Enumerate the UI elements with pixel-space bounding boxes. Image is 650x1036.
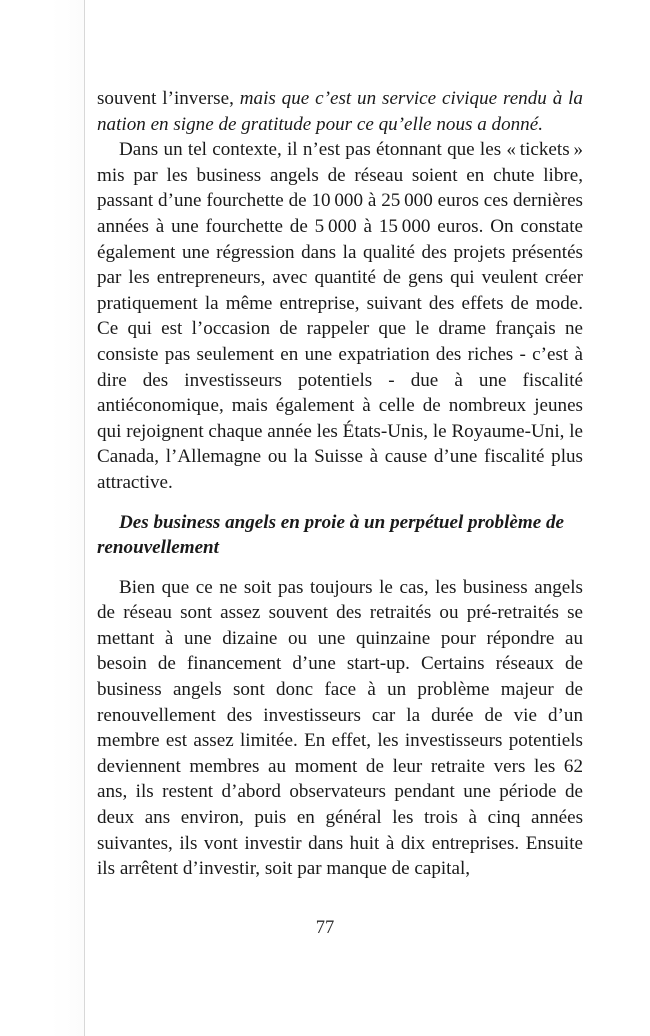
paragraph-text-roman: souvent l’inverse, — [97, 88, 240, 109]
page-number: 77 — [315, 918, 335, 938]
section-subheading: Des business angels en proie à un perpétuel problème de renouvellement — [97, 511, 564, 559]
page-gutter-shade — [0, 0, 84, 1036]
paragraph-continuation — [97, 86, 583, 137]
page-gutter-line — [84, 0, 85, 1036]
paragraph-tickets: Dans un tel contexte, il n’est pas étonnant que les « tickets » mis par les business angels de réseau soient en chute libre, passant d’une fourchette de 10 000 à 25 000 euros ces dernières années à une fourchette de 5 000 à 15 000 euros. On constate également une régression dans la qualité des projets présentés par les entrepreneurs, avec quantité de gens qui veulent créer pratiquement la même entreprise, suivant des effets de mode. Ce qui est l’occasion de rappeler que le drame français ne consiste pas seulement en une expatriation des riches - c’est à dire des investisseurs potentiels - due à une fiscalité antiéconomique, mais également à celle de nombreux jeunes qui rejoignent chaque année les États-Unis, le Royaume-Uni, le Canada, l’Allemagne ou la Suisse à cause d’une fiscalité plus attractive. — [97, 139, 583, 493]
paragraph-renouvellement: Bien que ce ne soit pas toujours le cas, les business angels de réseau sont assez souvent des retraités ou pré-retraités se mettant à une dizaine ou une quinzaine pour répondre au besoin de financement d’une start-up. Certains réseaux de business angels sont donc face à un problème majeur de renouvellement des investisseurs car la durée de vie d’un membre est assez limitée. En effet, les investisseurs potentiels deviennent membres au moment de leur retraite vers les 62 ans, ils restent d’abord observateurs pendant une période de deux ans environ, puis en général les trois à cinq années suivantes, ils vont investir dans huit à dix entreprises. Ensuite ils arrêtent d’investir, soit par manque de capital, — [97, 576, 583, 880]
paragraph-text-italic: mais que c’est un service civique rendu à la nation en signe de gratitude pour ce qu’elle nous a donné. — [97, 88, 583, 135]
text-block — [97, 86, 583, 882]
